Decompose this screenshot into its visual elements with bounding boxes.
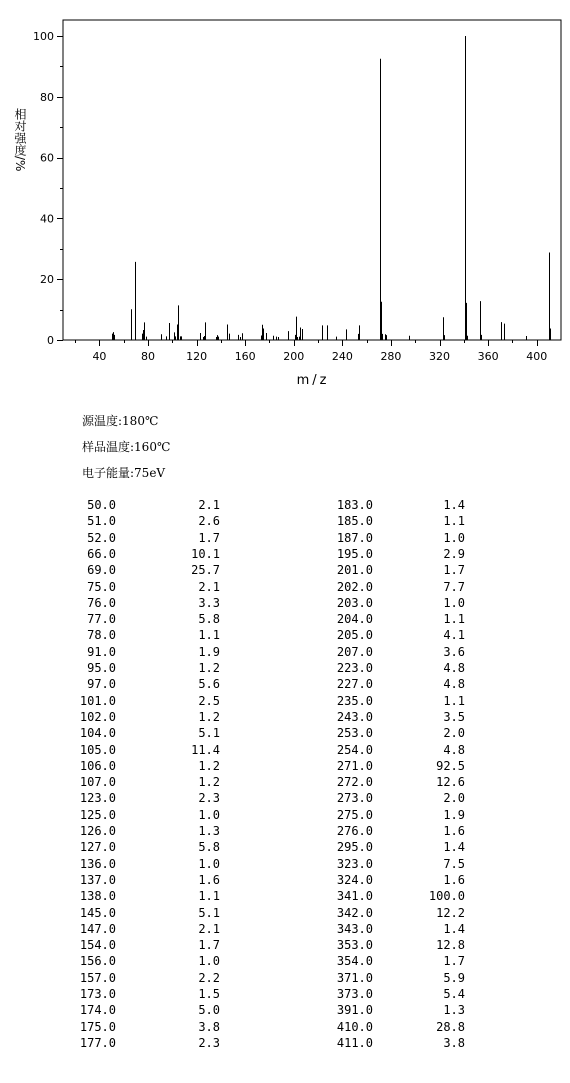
table-row [0, 775, 570, 791]
intensity-cell: 7.5 [443, 856, 465, 871]
mz-cell: 295.0 [336, 840, 373, 855]
intensity-cell: 1.4 [443, 921, 465, 936]
source-temperature: 源温度:180℃ [82, 414, 159, 428]
intensity-cell: 1.6 [443, 872, 465, 887]
y-axis-ticks [33, 30, 63, 347]
intensity-cell: 4.1 [443, 628, 465, 643]
intensity-cell: 1.0 [198, 954, 220, 969]
intensity-cell: 1.1 [443, 612, 465, 627]
intensity-cell: 2.0 [443, 791, 465, 806]
mz-cell: 95.0 [87, 661, 116, 675]
mz-cell: 107.0 [79, 775, 116, 790]
mz-cell: 76.0 [87, 595, 116, 610]
intensity-cell: 2.3 [198, 791, 220, 806]
table-row [0, 1036, 570, 1052]
table-row [0, 677, 570, 693]
mz-cell: 185.0 [336, 514, 373, 529]
intensity-cell: 92.5 [436, 758, 465, 773]
intensity-cell: 1.5 [198, 987, 220, 1001]
y-axis-label: 相对强度/% [13, 108, 27, 172]
mz-cell: 411.0 [336, 1035, 373, 1050]
table-row [0, 987, 570, 1003]
mz-cell: 69.0 [87, 563, 116, 578]
mz-cell: 138.0 [79, 889, 116, 904]
intensity-cell: 4.8 [443, 742, 465, 757]
mz-cell: 410.0 [336, 1019, 373, 1034]
intensity-cell: 7.7 [443, 579, 465, 594]
intensity-cell: 10.1 [191, 546, 220, 561]
intensity-cell: 1.1 [198, 889, 220, 904]
intensity-cell: 5.1 [198, 726, 220, 741]
mz-cell: 202.0 [336, 579, 373, 594]
mz-cell: 145.0 [79, 905, 116, 920]
table-row [0, 922, 570, 938]
x-tick-label: 320 [429, 350, 451, 363]
intensity-cell: 1.1 [198, 628, 220, 643]
table-row [0, 954, 570, 970]
intensity-cell: 11.4 [191, 742, 220, 757]
intensity-cell: 12.8 [436, 938, 465, 953]
intensity-cell: 2.3 [198, 1035, 220, 1050]
intensity-cell: 12.2 [436, 905, 465, 920]
plot-border [63, 20, 561, 340]
intensity-cell: 4.8 [443, 661, 465, 675]
mz-cell: 227.0 [336, 677, 373, 692]
mz-cell: 123.0 [79, 791, 116, 806]
x-tick-label: 160 [234, 350, 256, 363]
table-row [0, 971, 570, 987]
mz-cell: 125.0 [79, 807, 116, 822]
mz-cell: 177.0 [79, 1035, 116, 1050]
mz-cell: 341.0 [336, 889, 373, 904]
mz-cell: 243.0 [336, 709, 373, 724]
x-axis-label: m/z [296, 373, 330, 388]
table-row [0, 824, 570, 840]
intensity-cell: 4.8 [443, 677, 465, 692]
mz-cell: 342.0 [336, 905, 373, 920]
mz-cell: 91.0 [87, 644, 116, 659]
mz-cell: 173.0 [79, 987, 116, 1001]
table-row [0, 547, 570, 563]
table-row [0, 906, 570, 922]
plot-frame [63, 20, 561, 340]
intensity-cell: 1.2 [198, 709, 220, 724]
mz-cell: 154.0 [79, 938, 116, 953]
mz-cell: 391.0 [336, 1003, 373, 1018]
mz-cell: 136.0 [79, 856, 116, 871]
mz-cell: 195.0 [336, 546, 373, 561]
mz-cell: 201.0 [336, 563, 373, 578]
table-row [0, 791, 570, 807]
intensity-cell: 25.7 [191, 563, 220, 578]
mz-cell: 52.0 [87, 530, 116, 545]
intensity-cell: 5.8 [198, 612, 220, 627]
intensity-cell: 1.6 [443, 824, 465, 838]
table-row [0, 726, 570, 742]
intensity-cell: 3.8 [198, 1019, 220, 1034]
table-row [0, 759, 570, 775]
table-row [0, 580, 570, 596]
intensity-cell: 1.2 [198, 758, 220, 773]
intensity-cell: 100.0 [428, 889, 465, 904]
y-tick-label: 60 [40, 151, 54, 165]
intensity-cell: 2.1 [198, 921, 220, 936]
x-tick-label: 80 [141, 350, 156, 363]
table-row [0, 840, 570, 856]
intensity-cell: 1.3 [443, 1003, 465, 1018]
intensity-cell: 1.3 [198, 824, 220, 838]
mz-cell: 275.0 [336, 807, 373, 822]
mz-cell: 97.0 [87, 677, 116, 692]
intensity-cell: 3.5 [443, 709, 465, 724]
intensity-cell: 1.2 [198, 775, 220, 790]
intensity-cell: 5.9 [443, 970, 465, 985]
mz-cell: 126.0 [79, 824, 116, 838]
intensity-cell: 3.8 [443, 1035, 465, 1050]
mz-cell: 127.0 [79, 840, 116, 855]
table-row [0, 938, 570, 954]
intensity-cell: 2.1 [198, 498, 220, 512]
table-row [0, 857, 570, 873]
mz-cell: 271.0 [336, 758, 373, 773]
table-row [0, 596, 570, 612]
table-row [0, 612, 570, 628]
table-row [0, 1003, 570, 1019]
intensity-cell: 1.9 [198, 644, 220, 659]
mz-cell: 343.0 [336, 921, 373, 936]
mz-cell: 324.0 [336, 872, 373, 887]
table-row [0, 661, 570, 677]
intensity-cell: 1.1 [443, 514, 465, 529]
intensity-cell: 5.0 [198, 1003, 220, 1018]
mz-cell: 104.0 [79, 726, 116, 741]
mz-cell: 323.0 [336, 856, 373, 871]
x-tick-label: 360 [477, 350, 499, 363]
mz-cell: 371.0 [336, 970, 373, 985]
table-row [0, 889, 570, 905]
intensity-cell: 1.7 [198, 530, 220, 545]
intensity-cell: 1.0 [443, 530, 465, 545]
mz-cell: 105.0 [79, 742, 116, 757]
intensity-cell: 1.7 [198, 938, 220, 953]
intensity-cell: 1.0 [198, 856, 220, 871]
mz-cell: 183.0 [336, 498, 373, 512]
table-row [0, 645, 570, 661]
mz-cell: 147.0 [79, 921, 116, 936]
intensity-cell: 5.4 [443, 987, 465, 1001]
mz-cell: 51.0 [87, 514, 116, 529]
intensity-cell: 1.9 [443, 807, 465, 822]
mz-cell: 207.0 [336, 644, 373, 659]
x-tick-label: 200 [283, 350, 305, 363]
mz-cell: 156.0 [79, 954, 116, 969]
mz-cell: 272.0 [336, 775, 373, 790]
intensity-cell: 12.6 [436, 775, 465, 790]
mz-cell: 204.0 [336, 612, 373, 627]
electron-energy: 电子能量:75eV [82, 466, 166, 480]
intensity-cell: 1.6 [198, 872, 220, 887]
mz-cell: 273.0 [336, 791, 373, 806]
intensity-cell: 5.6 [198, 677, 220, 692]
mz-cell: 50.0 [87, 498, 116, 512]
mz-cell: 187.0 [336, 530, 373, 545]
intensity-cell: 1.7 [443, 563, 465, 578]
mz-cell: 102.0 [79, 709, 116, 724]
y-tick-label: 80 [40, 90, 54, 104]
intensity-cell: 2.9 [443, 546, 465, 561]
x-tick-label: 400 [526, 350, 548, 363]
mz-cell: 254.0 [336, 742, 373, 757]
table-row [0, 694, 570, 710]
sample-temperature: 样品温度:160℃ [82, 440, 171, 454]
y-tick-label: 0 [47, 334, 54, 347]
mz-cell: 175.0 [79, 1019, 116, 1034]
intensity-cell: 1.2 [198, 661, 220, 675]
table-row [0, 743, 570, 759]
intensity-cell: 1.0 [443, 595, 465, 610]
intensity-cell: 28.8 [436, 1019, 465, 1034]
mz-cell: 354.0 [336, 954, 373, 969]
intensity-cell: 2.6 [198, 514, 220, 529]
table-row [0, 514, 570, 530]
table-row [0, 808, 570, 824]
intensity-cell: 5.1 [198, 905, 220, 920]
mz-cell: 253.0 [336, 726, 373, 741]
y-tick-label: 20 [40, 273, 54, 287]
intensity-cell: 3.3 [198, 595, 220, 610]
intensity-cell: 1.4 [443, 498, 465, 512]
mz-cell: 235.0 [336, 693, 373, 708]
mass-spectrum-chart [0, 0, 570, 400]
x-tick-label: 40 [92, 350, 107, 363]
table-row [0, 628, 570, 644]
table-row [0, 873, 570, 889]
x-axis-ticks [76, 340, 548, 363]
x-tick-label: 280 [380, 350, 402, 363]
table-row [0, 1020, 570, 1036]
intensity-cell: 5.8 [198, 840, 220, 855]
intensity-cell: 2.5 [198, 693, 220, 708]
mz-cell: 373.0 [336, 987, 373, 1001]
y-tick-label: 40 [40, 212, 54, 226]
mz-cell: 137.0 [79, 872, 116, 887]
mz-cell: 66.0 [87, 546, 116, 561]
spectrum-peaks [113, 36, 551, 340]
table-row [0, 563, 570, 579]
intensity-cell: 2.1 [198, 579, 220, 594]
mz-cell: 106.0 [79, 758, 116, 773]
mz-cell: 77.0 [87, 612, 116, 627]
table-row [0, 498, 570, 514]
table-row [0, 531, 570, 547]
x-tick-label: 240 [331, 350, 353, 363]
intensity-cell: 1.7 [443, 954, 465, 969]
mz-cell: 353.0 [336, 938, 373, 953]
mz-cell: 75.0 [87, 579, 116, 594]
intensity-cell: 1.0 [198, 807, 220, 822]
intensity-cell: 1.4 [443, 840, 465, 855]
y-tick-label: 100 [33, 30, 54, 43]
intensity-cell: 1.1 [443, 693, 465, 708]
mz-cell: 203.0 [336, 595, 373, 610]
mz-cell: 101.0 [79, 693, 116, 708]
mz-cell: 223.0 [336, 661, 373, 675]
intensity-cell: 3.6 [443, 644, 465, 659]
intensity-cell: 2.0 [443, 726, 465, 741]
x-tick-label: 120 [186, 350, 208, 363]
mz-cell: 157.0 [79, 970, 116, 985]
intensity-cell: 2.2 [198, 970, 220, 985]
mz-cell: 205.0 [336, 628, 373, 643]
table-row [0, 710, 570, 726]
mz-cell: 78.0 [87, 628, 116, 643]
mz-cell: 276.0 [336, 824, 373, 838]
mz-cell: 174.0 [79, 1003, 116, 1018]
